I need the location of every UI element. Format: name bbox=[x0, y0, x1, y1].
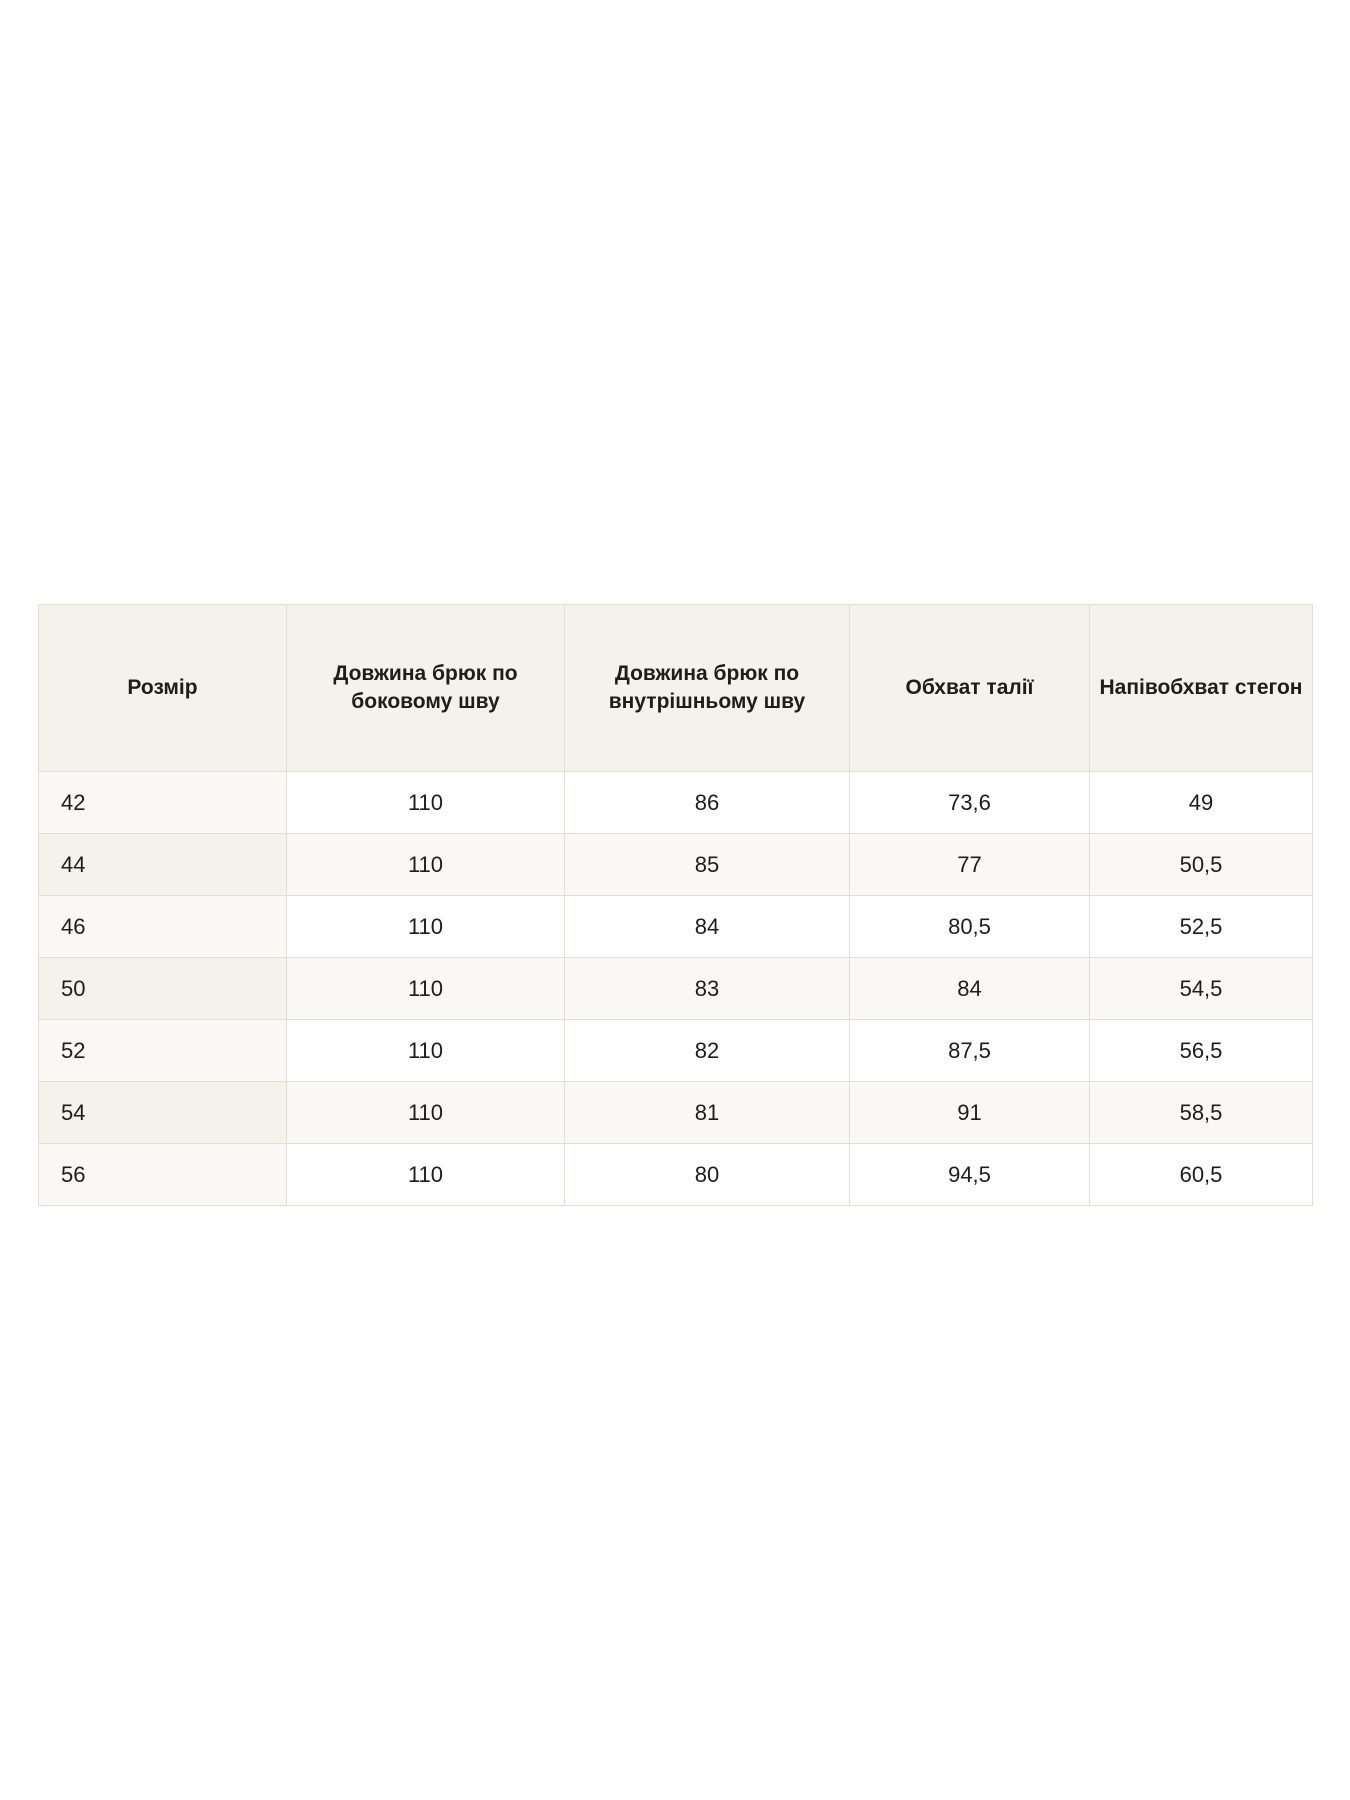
cell-half-hip: 60,5 bbox=[1090, 1144, 1313, 1206]
cell-size: 46 bbox=[39, 896, 287, 958]
table-row bbox=[39, 772, 1313, 834]
cell-waist: 80,5 bbox=[850, 896, 1090, 958]
cell-inseam: 81 bbox=[565, 1082, 850, 1144]
cell-inseam: 84 bbox=[565, 896, 850, 958]
column-header-outseam-length: Довжина брюк по боковому шву bbox=[287, 605, 565, 772]
cell-half-hip: 58,5 bbox=[1090, 1082, 1313, 1144]
cell-inseam: 82 bbox=[565, 1020, 850, 1082]
size-chart-table bbox=[38, 604, 1313, 1206]
column-header-half-hip: Напівобхват стегон bbox=[1090, 605, 1313, 772]
table-row bbox=[39, 834, 1313, 896]
cell-size: 54 bbox=[39, 1082, 287, 1144]
column-header-waist: Обхват талії bbox=[850, 605, 1090, 772]
cell-size: 50 bbox=[39, 958, 287, 1020]
cell-half-hip: 50,5 bbox=[1090, 834, 1313, 896]
cell-half-hip: 52,5 bbox=[1090, 896, 1313, 958]
size-chart-container bbox=[38, 604, 1312, 1206]
column-header-size: Розмір bbox=[39, 605, 287, 772]
cell-waist: 94,5 bbox=[850, 1144, 1090, 1206]
cell-waist: 91 bbox=[850, 1082, 1090, 1144]
table-header bbox=[39, 605, 1313, 772]
cell-outseam: 110 bbox=[287, 1020, 565, 1082]
cell-half-hip: 54,5 bbox=[1090, 958, 1313, 1020]
cell-half-hip: 56,5 bbox=[1090, 1020, 1313, 1082]
cell-inseam: 83 bbox=[565, 958, 850, 1020]
table-row bbox=[39, 958, 1313, 1020]
cell-size: 42 bbox=[39, 772, 287, 834]
cell-outseam: 110 bbox=[287, 1144, 565, 1206]
cell-waist: 84 bbox=[850, 958, 1090, 1020]
cell-waist: 73,6 bbox=[850, 772, 1090, 834]
cell-waist: 87,5 bbox=[850, 1020, 1090, 1082]
table-row bbox=[39, 1144, 1313, 1206]
cell-outseam: 110 bbox=[287, 834, 565, 896]
cell-outseam: 110 bbox=[287, 896, 565, 958]
table-row bbox=[39, 1020, 1313, 1082]
cell-waist: 77 bbox=[850, 834, 1090, 896]
cell-outseam: 110 bbox=[287, 1082, 565, 1144]
table-header-row bbox=[39, 605, 1313, 772]
table-body bbox=[39, 772, 1313, 1206]
cell-outseam: 110 bbox=[287, 958, 565, 1020]
cell-size: 56 bbox=[39, 1144, 287, 1206]
cell-outseam: 110 bbox=[287, 772, 565, 834]
cell-inseam: 85 bbox=[565, 834, 850, 896]
cell-half-hip: 49 bbox=[1090, 772, 1313, 834]
table-row bbox=[39, 1082, 1313, 1144]
cell-size: 44 bbox=[39, 834, 287, 896]
column-header-inseam-length: Довжина брюк по внутрішньому шву bbox=[565, 605, 850, 772]
cell-inseam: 86 bbox=[565, 772, 850, 834]
cell-inseam: 80 bbox=[565, 1144, 850, 1206]
cell-size: 52 bbox=[39, 1020, 287, 1082]
table-row bbox=[39, 896, 1313, 958]
